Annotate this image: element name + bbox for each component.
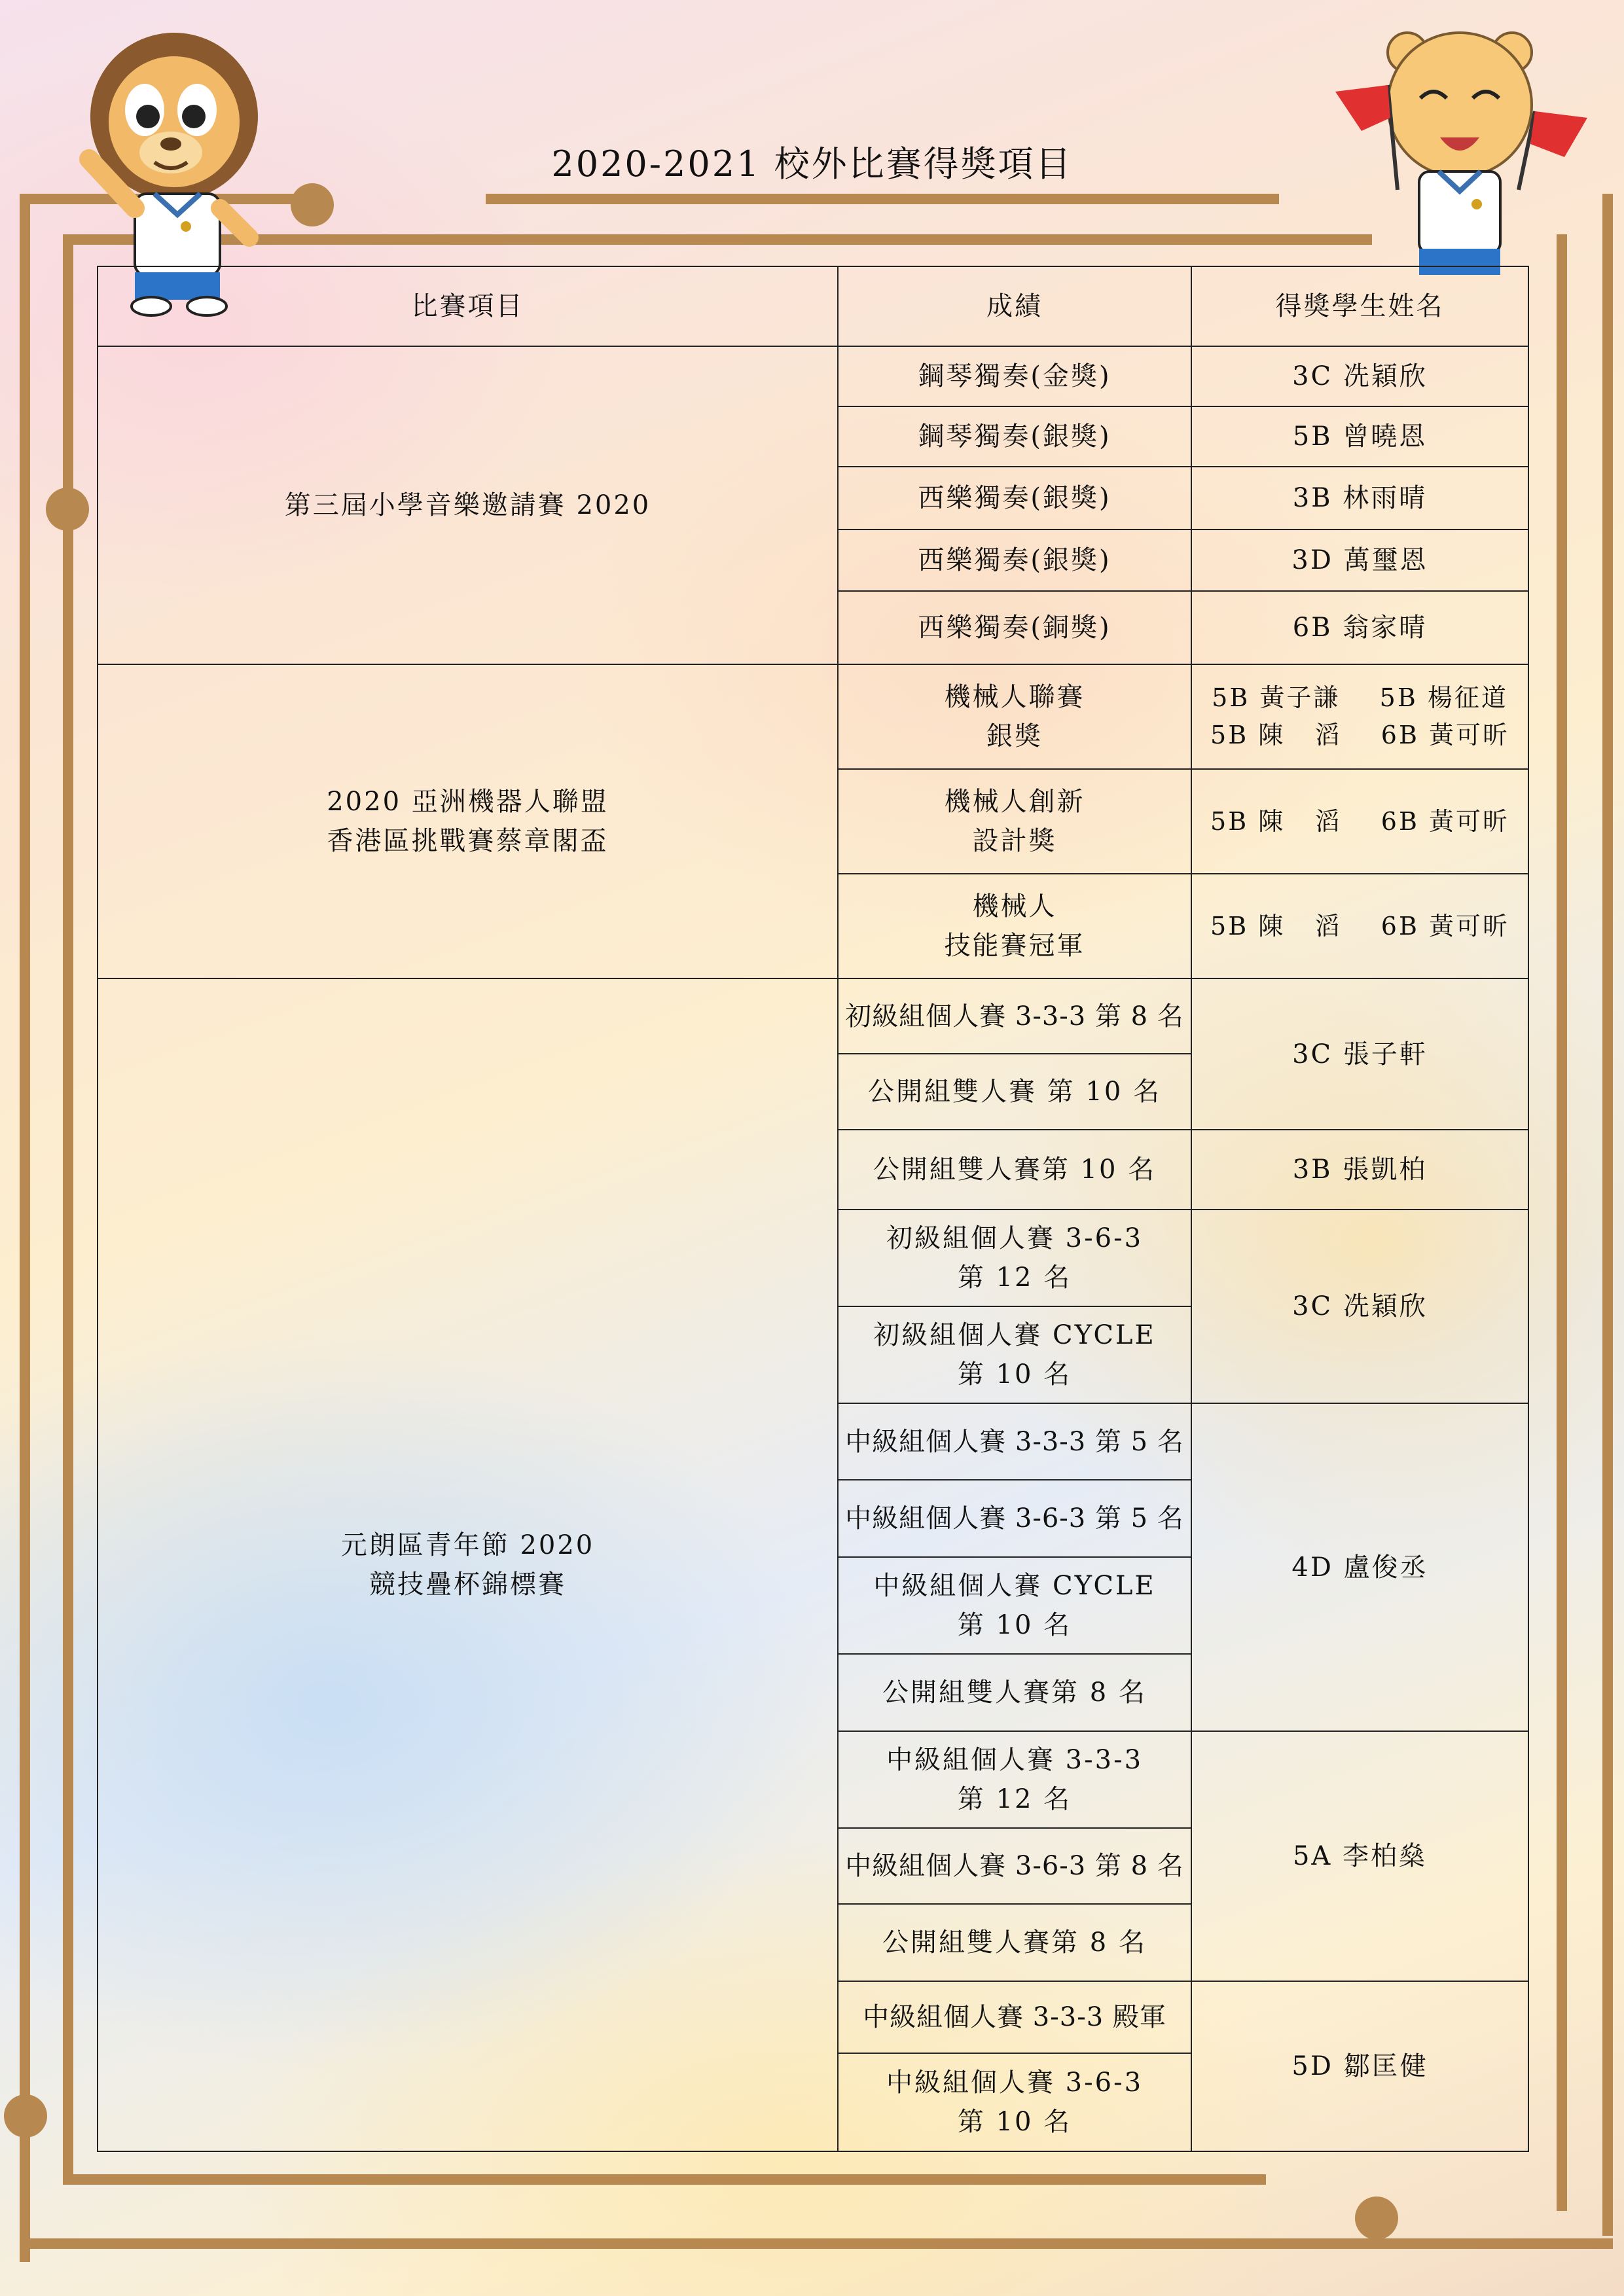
header-students: 得獎學生姓名 (1191, 266, 1528, 346)
result-cell: 初級組個人賽 CYCLE 第 10 名 (838, 1306, 1191, 1403)
students-cell: 5B 陳 滔 6B 黃可昕 (1191, 769, 1528, 874)
frame-top-line (486, 194, 1279, 204)
students-cell: 5D 鄒匡健 (1191, 1981, 1528, 2151)
competition-cell: 元朗區青年節 2020 競技疊杯錦標賽 (98, 978, 838, 2151)
page-title: 2020-2021 校外比賽得獎項目 (551, 143, 1073, 185)
result-cell: 中級組個人賽 3-3-3 第 12 名 (838, 1731, 1191, 1828)
table-row (98, 346, 1528, 406)
result-cell: 中級組個人賽 3-3-3 殿軍 (838, 1981, 1191, 2053)
students-cell: 6B 翁家晴 (1191, 591, 1528, 664)
result-cell: 鋼琴獨奏(金獎) (838, 346, 1191, 406)
students-cell: 5B 陳 滔 6B 黃可昕 (1191, 874, 1528, 978)
table-row (98, 664, 1528, 769)
table-row (98, 978, 1528, 1054)
result-cell: 初級組個人賽 3-3-3 第 8 名 (838, 978, 1191, 1054)
students-cell: 3B 張凱柏 (1191, 1130, 1528, 1210)
frame-dot (46, 488, 89, 531)
result-cell: 機械人聯賽 銀獎 (838, 664, 1191, 769)
result-cell: 中級組個人賽 3-3-3 第 5 名 (838, 1403, 1191, 1480)
students-cell: 3D 萬璽恩 (1191, 529, 1528, 591)
competition-cell: 第三屆小學音樂邀請賽 2020 (98, 346, 838, 664)
result-cell: 公開組雙人賽第 10 名 (838, 1130, 1191, 1210)
result-cell: 中級組個人賽 3-6-3 第 5 名 (838, 1480, 1191, 1557)
result-cell: 公開組雙人賽 第 10 名 (838, 1054, 1191, 1130)
header-competition: 比賽項目 (98, 266, 838, 346)
result-cell: 初級組個人賽 3-6-3 第 12 名 (838, 1210, 1191, 1306)
students-cell: 3C 冼穎欣 (1191, 1210, 1528, 1403)
result-cell: 西樂獨奏(銅獎) (838, 591, 1191, 664)
students-cell: 4D 盧俊丞 (1191, 1403, 1528, 1731)
result-cell: 鋼琴獨奏(銀獎) (838, 406, 1191, 467)
result-cell: 中級組個人賽 3-6-3 第 8 名 (838, 1828, 1191, 1904)
result-cell: 中級組個人賽 3-6-3 第 10 名 (838, 2053, 1191, 2151)
frame-bottom-line (63, 2174, 1266, 2185)
result-cell: 機械人 技能賽冠軍 (838, 874, 1191, 978)
result-cell: 機械人創新 設計獎 (838, 769, 1191, 874)
result-cell: 公開組雙人賽第 8 名 (838, 1654, 1191, 1731)
table-header-row (98, 266, 1528, 346)
frame-dot (1355, 2197, 1398, 2240)
students-cell: 3C 張子軒 (1191, 978, 1528, 1130)
awards-table (97, 266, 1529, 2152)
frame-bottom-line (20, 2238, 1613, 2249)
frame-dot (291, 183, 334, 226)
frame-left-line (20, 194, 30, 2262)
students-cell: 3B 林雨晴 (1191, 467, 1528, 529)
frame-right-line (1557, 234, 1567, 2211)
result-cell: 公開組雙人賽第 8 名 (838, 1904, 1191, 1981)
result-cell: 中級組個人賽 CYCLE 第 10 名 (838, 1557, 1191, 1654)
competition-cell: 2020 亞洲機器人聯盟 香港區挑戰賽蔡章閣盃 (98, 664, 838, 978)
frame-dot (4, 2094, 47, 2138)
students-cell: 5A 李柏燊 (1191, 1731, 1528, 1981)
header-result: 成績 (838, 266, 1191, 346)
result-cell: 西樂獨奏(銀獎) (838, 467, 1191, 529)
students-cell: 5B 黃子謙 5B 楊征道 5B 陳 滔 6B 黃可昕 (1191, 664, 1528, 769)
result-cell: 西樂獨奏(銀獎) (838, 529, 1191, 591)
frame-right-line (1602, 194, 1613, 2236)
students-cell: 3C 冼穎欣 (1191, 346, 1528, 406)
students-cell: 5B 曾曉恩 (1191, 406, 1528, 467)
